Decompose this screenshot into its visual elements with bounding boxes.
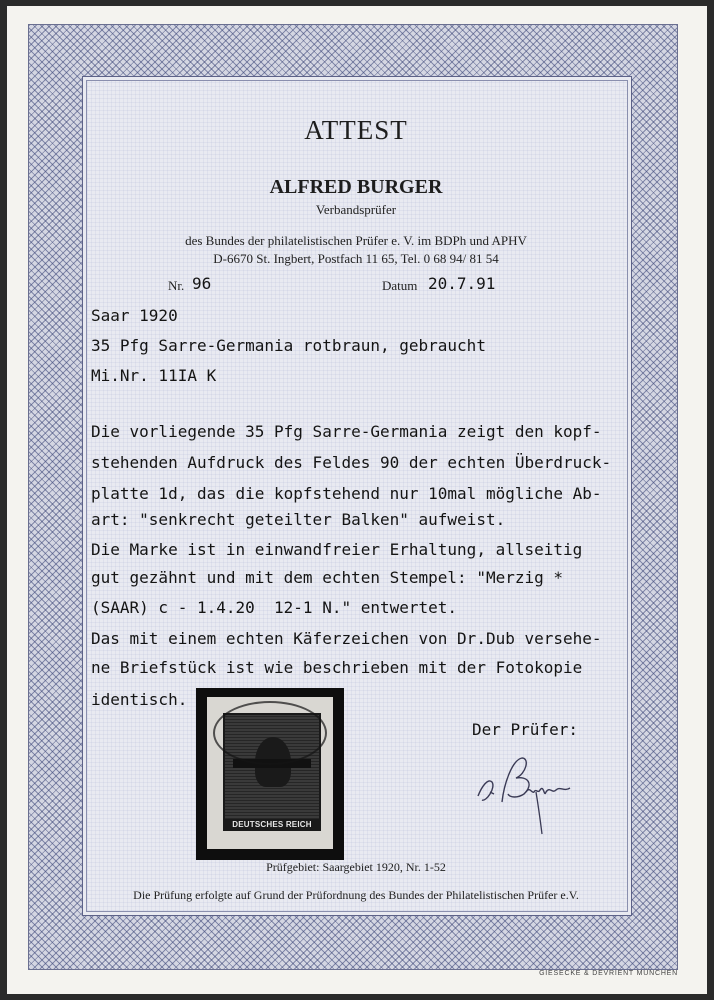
stamp-design — [223, 713, 321, 821]
signature-label: Der Prüfer: — [472, 720, 578, 739]
body-line: ne Briefstück ist wie beschrieben mit der Fotokopie — [91, 658, 583, 677]
body-line: identisch. — [91, 690, 188, 709]
certificate-title: ATTEST — [304, 115, 408, 145]
body-line: stehenden Aufdruck des Feldes 90 der echten Überdruck- — [91, 453, 612, 472]
stamp-photo — [207, 697, 333, 849]
body-line: (SAAR) c - 1.4.20 12-1 N." entwertet. — [91, 598, 458, 617]
body-line: gut gezähnt und mit dem echten Stempel: "Merzig * — [91, 568, 564, 587]
examination-scope: Prüfgebiet: Saargebiet 1920, Nr. 1-52 — [266, 860, 446, 874]
date-value: 20.7.91 — [428, 274, 496, 293]
body-line: art: "senkrecht geteilter Balken" aufweist. — [91, 510, 506, 529]
body-line: Das mit einem echten Käferzeichen von Dr.Dub versehe- — [91, 629, 602, 648]
body-line: Die vorliegende 35 Pfg Sarre-Germania zeigt den kopf- — [91, 422, 602, 441]
examination-basis: Die Prüfung erfolgte auf Grund der Prüfordnung des Bundes der Philatelistischen Prüfer e.V. — [133, 888, 579, 902]
address-line: D-6670 St. Ingbert, Postfach 11 65, Tel. 0 68 94/ 81 54 — [213, 251, 499, 266]
nr-label: Nr. — [168, 278, 185, 293]
examiner-role: Verbandsprüfer — [315, 202, 397, 217]
stamp-country-label: DEUTSCHES REICH — [223, 819, 321, 831]
handwritten-signature — [470, 748, 590, 838]
postmark-cancel — [213, 701, 327, 765]
stamp-info-line: Mi.Nr. 11IA K — [91, 366, 217, 385]
stamp-info-line: 35 Pfg Sarre-Germania rotbraun, gebraucht — [91, 336, 486, 355]
printer-imprint: GIESECKE & DEVRIENT MÜNCHEN — [539, 970, 678, 977]
body-line: platte 1d, das die kopfstehend nur 10mal mögliche Ab- — [91, 484, 602, 503]
examiner-name: ALFRED BURGER — [269, 176, 443, 198]
date-label: Datum — [382, 278, 418, 293]
nr-value: 96 — [192, 274, 212, 293]
stamp-info-line: Saar 1920 — [91, 306, 178, 325]
body-line: Die Marke ist in einwandfreier Erhaltung, allseitig — [91, 540, 583, 559]
association-line: des Bundes der philatelistischen Prüfer e. V. im BDPh und APHV — [185, 233, 527, 248]
